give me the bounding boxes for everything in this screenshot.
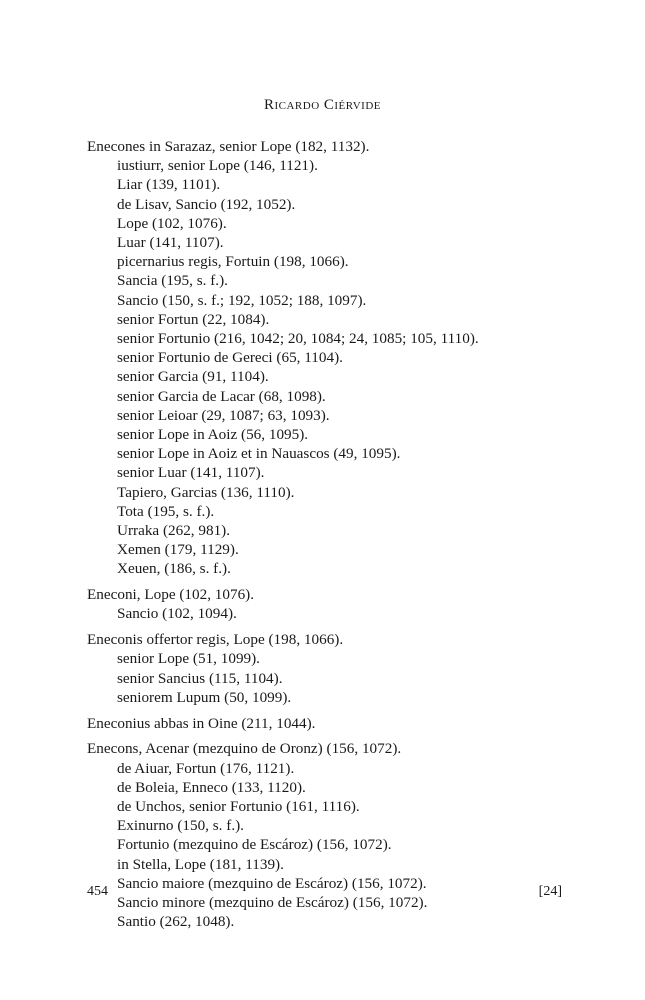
index-subentry-line: senior Sancius (115, 1104). <box>117 669 283 687</box>
index-headword-line: Enecons, Acenar (mezquino de Oronz) (156, 1072). <box>87 740 402 758</box>
index-subentry-line: Lope (102, 1076). <box>117 214 227 232</box>
index-subentry-line: de Unchos, senior Fortunio (161, 1116). <box>117 798 360 816</box>
running-head: Ricardo Ciérvide <box>263 97 382 113</box>
index-subentry-line: Sancio (102, 1094). <box>117 605 237 623</box>
index-subentry-line: Liar (139, 1101). <box>117 176 221 194</box>
index-subentry-line: iustiurr, senior Lope (146, 1121). <box>117 157 318 175</box>
index-subentry-line: senior Lope in Aoiz et in Nauascos (49, 1095). <box>117 445 401 463</box>
index-subentry-line: senior Lope (51, 1099). <box>117 650 260 668</box>
index-entries <box>87 137 607 938</box>
index-subentry-line: picernarius regis, Fortuin (198, 1066). <box>117 253 349 271</box>
index-subentry-line: senior Leioar (29, 1087; 63, 1093). <box>117 406 330 424</box>
index-subentry-line: Xemen (179, 1129). <box>117 541 239 559</box>
page-number: 454 <box>87 884 108 899</box>
index-subentry-line: Fortunio (mezquino de Escároz) (156, 1072). <box>117 836 392 854</box>
index-subentry-line: seniorem Lupum (50, 1099). <box>117 688 292 706</box>
index-entry-group <box>87 630 607 707</box>
index-subentry-line: senior Fortunio de Gereci (65, 1104). <box>117 349 343 367</box>
index-subentry-line: Tota (195, s. f.). <box>117 502 215 520</box>
index-entry-group <box>87 137 607 579</box>
index-entry-group <box>87 714 607 733</box>
index-subentry-line: senior Luar (141, 1107). <box>117 464 265 482</box>
index-subentry-line: Sancio (150, s. f.; 192, 1052; 188, 1097). <box>117 291 367 309</box>
index-subentry-line: senior Fortun (22, 1084). <box>117 310 270 328</box>
index-headword-line: Eneconis offertor regis, Lope (198, 1066). <box>87 631 344 649</box>
index-subentry-line: senior Garcia de Lacar (68, 1098). <box>117 387 326 405</box>
index-headword-line: Eneconius abbas in Oine (211, 1044). <box>87 714 316 732</box>
index-subentry-line: senior Garcia (91, 1104). <box>117 368 269 386</box>
index-subentry-line: de Aiuar, Fortun (176, 1121). <box>117 759 295 777</box>
index-subentry-line: Luar (141, 1107). <box>117 234 224 252</box>
index-subentry-line: Urraka (262, 981). <box>117 522 231 540</box>
index-subentry-line: Exinurno (150, s. f.). <box>117 817 244 835</box>
index-subentry-line: Tapiero, Garcias (136, 1110). <box>117 483 295 501</box>
index-subentry-line: de Boleia, Enneco (133, 1120). <box>117 778 306 796</box>
index-subentry-line: Sancia (195, s. f.). <box>117 272 228 290</box>
index-subentry-line: Sancio minore (mezquino de Escároz) (156, 1072). <box>117 894 428 912</box>
index-subentry-line: Xeuen, (186, s. f.). <box>117 560 231 578</box>
index-headword-line: Enecones in Sarazaz, senior Lope (182, 1132). <box>87 138 370 155</box>
index-subentry-line: senior Lope in Aoiz (56, 1095). <box>117 426 309 444</box>
index-subentry-line: de Lisav, Sancio (192, 1052). <box>117 195 296 213</box>
index-subentry-line: Santio (262, 1048). <box>117 913 235 931</box>
index-subentry-line: in Stella, Lope (181, 1139). <box>117 855 284 873</box>
index-subentry-line: senior Fortunio (216, 1042; 20, 1084; 24, 1085; 105, 1110). <box>117 330 479 348</box>
index-entry-group <box>87 739 607 931</box>
index-subentry-line: Sancio maiore (mezquino de Escároz) (156, 1072). <box>117 874 427 892</box>
index-headword-line: Eneconi, Lope (102, 1076). <box>87 586 255 604</box>
index-entry-group <box>87 585 607 623</box>
signature-mark: [24] <box>538 884 562 899</box>
